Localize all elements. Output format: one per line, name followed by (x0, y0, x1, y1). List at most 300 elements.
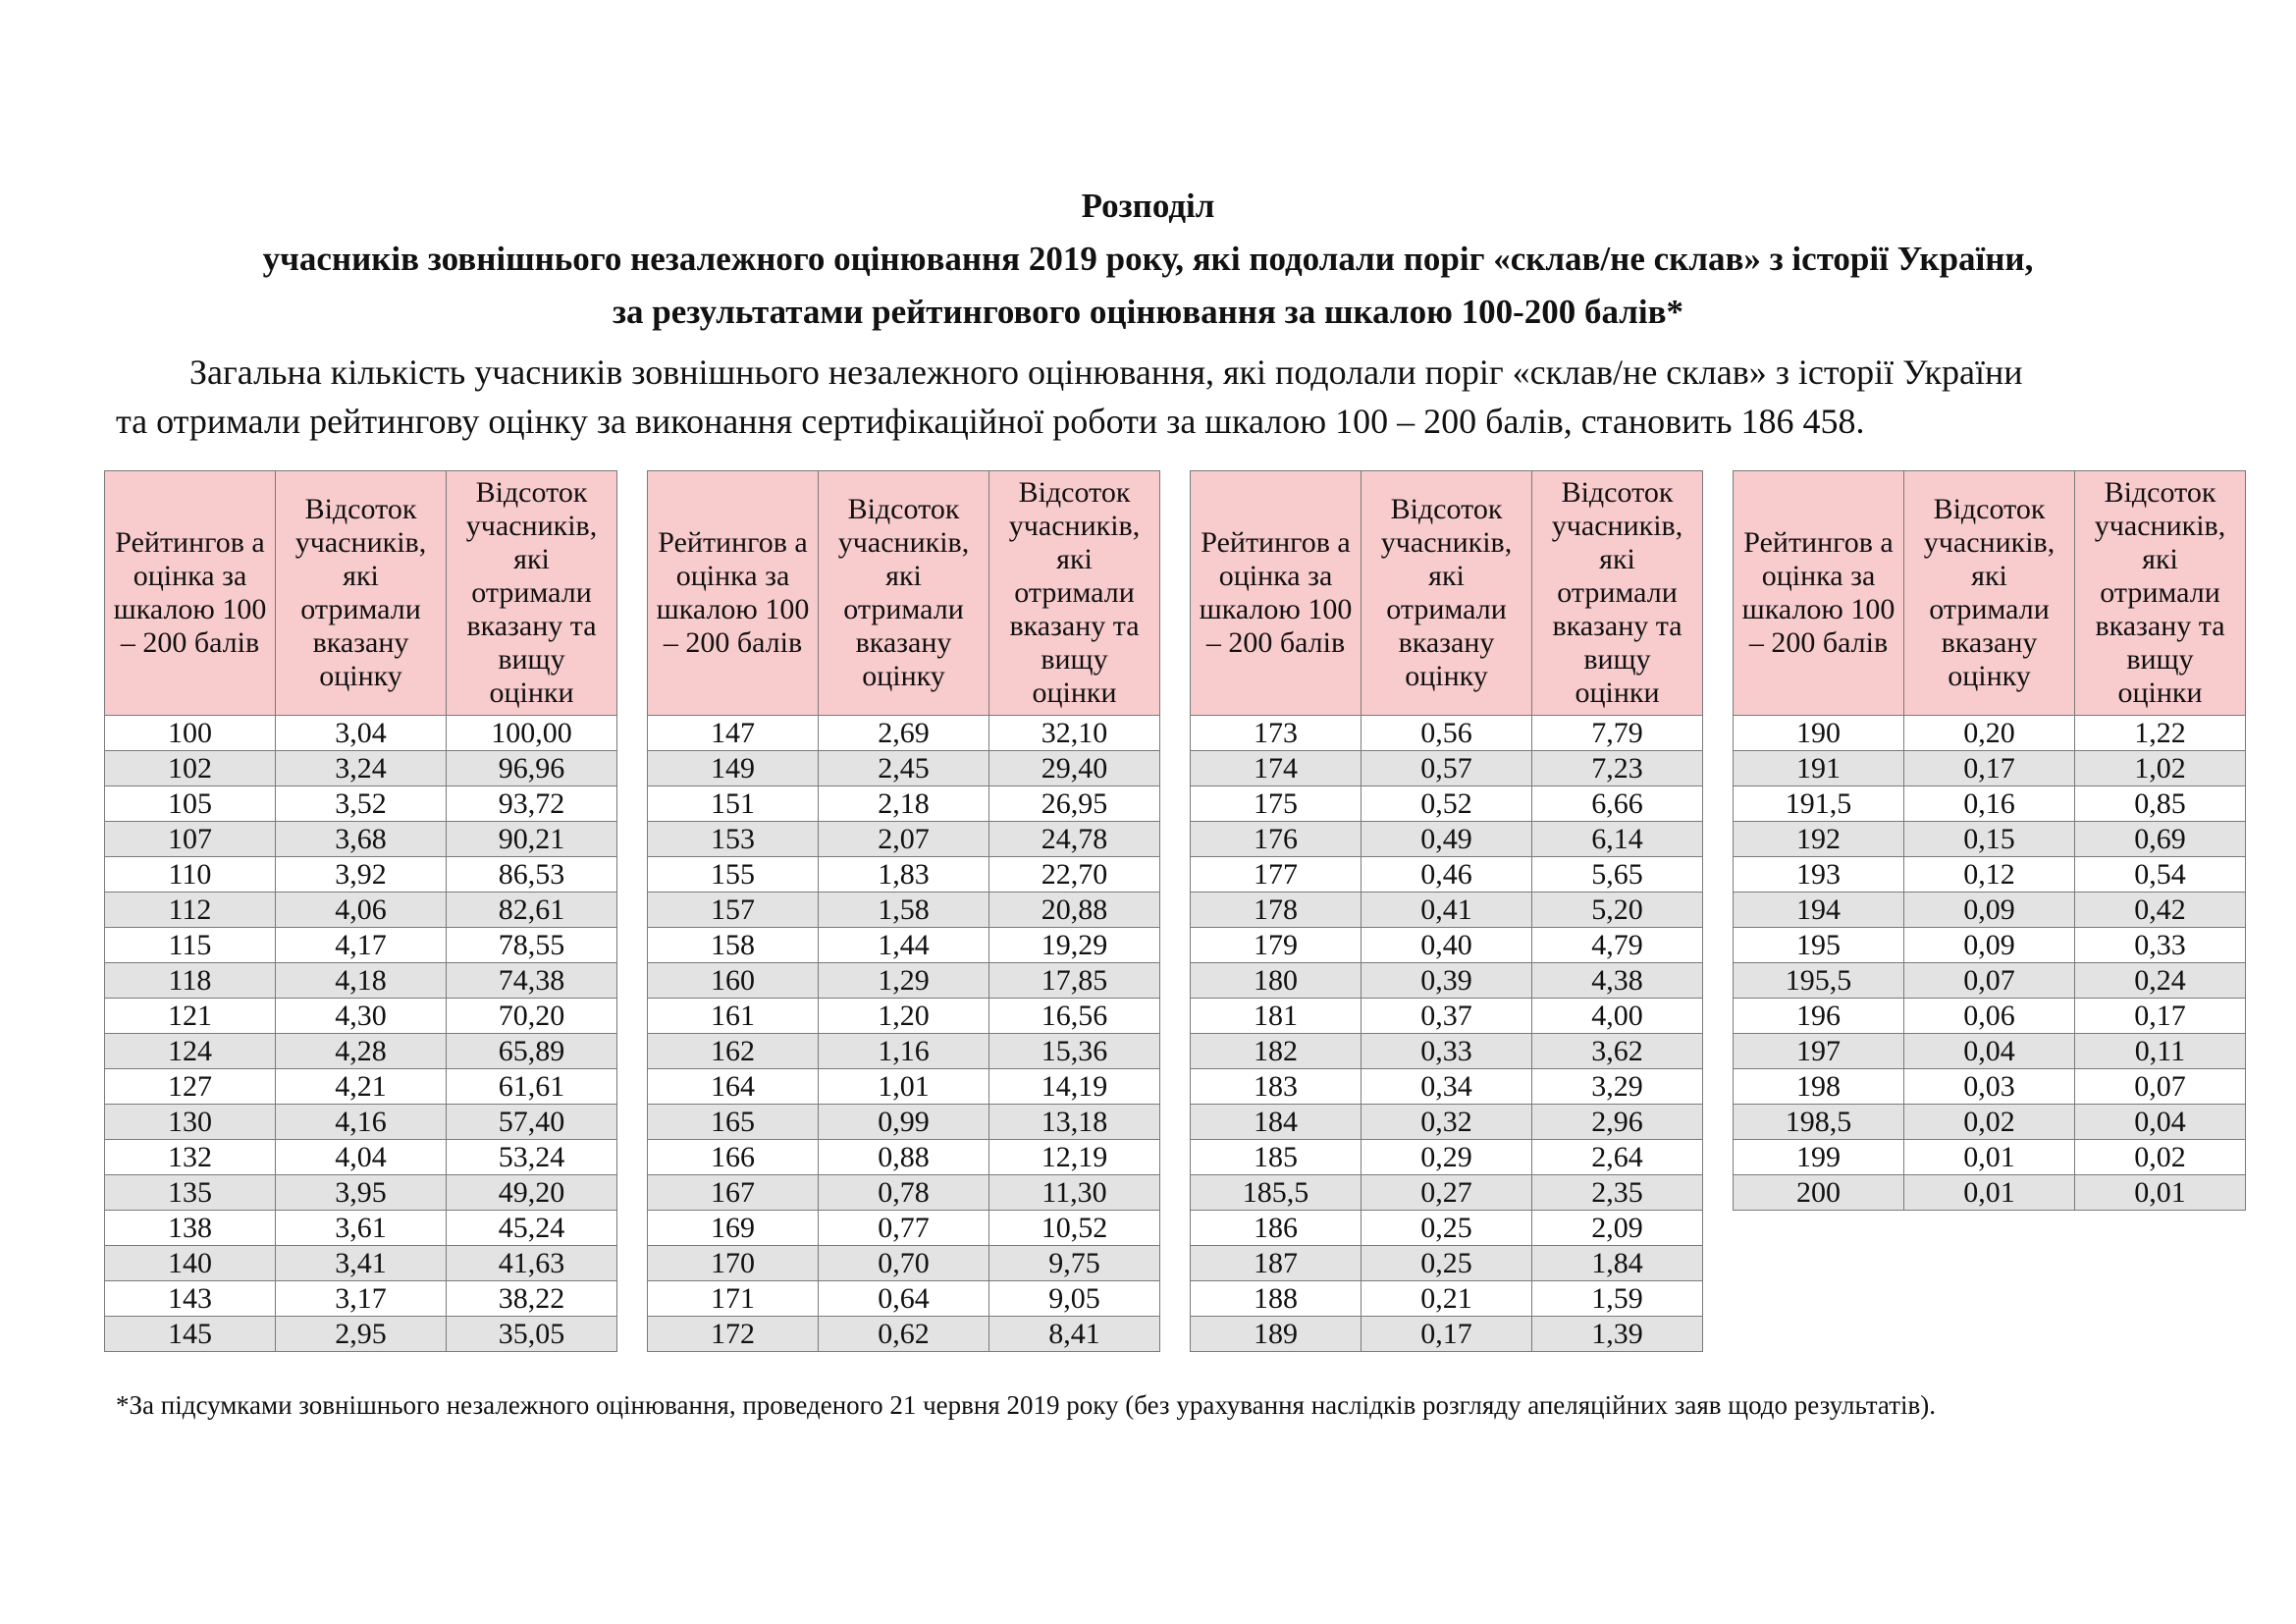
percent-cell: 0,88 (819, 1140, 989, 1175)
table-row (648, 1140, 1160, 1175)
cumulative-cell: 61,61 (447, 1069, 617, 1105)
table-row (1191, 822, 1703, 857)
cumulative-cell: 1,84 (1532, 1246, 1703, 1281)
percent-cell: 3,52 (276, 786, 447, 822)
percent-cell: 0,70 (819, 1246, 989, 1281)
cumulative-cell: 2,35 (1532, 1175, 1703, 1211)
cumulative-cell: 6,14 (1532, 822, 1703, 857)
cumulative-cell: 17,85 (989, 963, 1160, 999)
score-cell: 161 (648, 999, 819, 1034)
score-cell: 140 (105, 1246, 276, 1281)
cumulative-cell: 2,09 (1532, 1211, 1703, 1246)
table-row (105, 716, 617, 751)
title-line-2: учасників зовнішнього незалежного оцінювання 2019 року, які подолали поріг «склав/не склав» з історії України, (262, 240, 2034, 278)
percent-cell: 4,21 (276, 1069, 447, 1105)
cumulative-cell: 0,54 (2075, 857, 2246, 893)
score-cell: 181 (1191, 999, 1362, 1034)
table-row (1191, 1246, 1703, 1281)
percent-cell: 3,41 (276, 1246, 447, 1281)
score-cell: 195,5 (1734, 963, 1904, 999)
percent-cell: 0,33 (1362, 1034, 1532, 1069)
percent-cell: 2,95 (276, 1317, 447, 1352)
table-row (1191, 1034, 1703, 1069)
percent-cell: 1,01 (819, 1069, 989, 1105)
score-cell: 153 (648, 822, 819, 857)
percent-cell: 0,62 (819, 1317, 989, 1352)
header-score: Рейтингов а оцінка за шкалою 100 – 200 балів (1734, 471, 1904, 716)
header-percent: Відсоток учасників, які отримали вказану оцінку (1362, 471, 1532, 716)
table-row (1734, 963, 2246, 999)
cumulative-cell: 4,00 (1532, 999, 1703, 1034)
table-row (1191, 857, 1703, 893)
table-row (1191, 1175, 1703, 1211)
percent-cell: 0,07 (1904, 963, 2075, 999)
percent-cell: 0,01 (1904, 1175, 2075, 1211)
cumulative-cell: 1,39 (1532, 1317, 1703, 1352)
cumulative-cell: 53,24 (447, 1140, 617, 1175)
score-cell: 173 (1191, 716, 1362, 751)
score-cell: 188 (1191, 1281, 1362, 1317)
score-cell: 127 (105, 1069, 276, 1105)
score-cell: 198 (1734, 1069, 1904, 1105)
cumulative-cell: 35,05 (447, 1317, 617, 1352)
cumulative-cell: 22,70 (989, 857, 1160, 893)
score-cell: 147 (648, 716, 819, 751)
score-cell: 183 (1191, 1069, 1362, 1105)
header-cumulative: Відсоток учасників, які отримали вказану та вищу оцінки (989, 471, 1160, 716)
table-header-row (105, 471, 617, 716)
cumulative-cell: 100,00 (447, 716, 617, 751)
table-row (105, 857, 617, 893)
table-row (1191, 893, 1703, 928)
cumulative-cell: 78,55 (447, 928, 617, 963)
percent-cell: 0,25 (1362, 1211, 1532, 1246)
score-table-2 (647, 470, 1160, 1352)
title-line-1: Розподіл (1081, 187, 1215, 225)
table-row (1191, 786, 1703, 822)
score-cell: 196 (1734, 999, 1904, 1034)
score-cell: 178 (1191, 893, 1362, 928)
cumulative-cell: 32,10 (989, 716, 1160, 751)
cumulative-cell: 45,24 (447, 1211, 617, 1246)
percent-cell: 0,46 (1362, 857, 1532, 893)
score-cell: 165 (648, 1105, 819, 1140)
score-table-3 (1190, 470, 1703, 1352)
percent-cell: 0,52 (1362, 786, 1532, 822)
score-cell: 132 (105, 1140, 276, 1175)
cumulative-cell: 82,61 (447, 893, 617, 928)
score-cell: 193 (1734, 857, 1904, 893)
score-cell: 190 (1734, 716, 1904, 751)
score-cell: 157 (648, 893, 819, 928)
header-score: Рейтингов а оцінка за шкалою 100 – 200 балів (1191, 471, 1362, 716)
cumulative-cell: 20,88 (989, 893, 1160, 928)
table-row (1734, 786, 2246, 822)
percent-cell: 0,03 (1904, 1069, 2075, 1105)
intro-line-1: Загальна кількість учасників зовнішнього незалежного оцінювання, які подолали поріг «склав/не склав» з історії України (189, 352, 2023, 392)
score-cell: 151 (648, 786, 819, 822)
table-row (648, 822, 1160, 857)
score-cell: 191 (1734, 751, 1904, 786)
header-percent: Відсоток учасників, які отримали вказану оцінку (819, 471, 989, 716)
table-row (648, 786, 1160, 822)
cumulative-cell: 0,07 (2075, 1069, 2246, 1105)
percent-cell: 1,83 (819, 857, 989, 893)
table-row (1191, 928, 1703, 963)
cumulative-cell: 5,65 (1532, 857, 1703, 893)
score-cell: 184 (1191, 1105, 1362, 1140)
table-row (648, 857, 1160, 893)
cumulative-cell: 0,24 (2075, 963, 2246, 999)
score-cell: 177 (1191, 857, 1362, 893)
percent-cell: 0,99 (819, 1105, 989, 1140)
score-cell: 187 (1191, 1246, 1362, 1281)
score-cell: 162 (648, 1034, 819, 1069)
table-header-row (1734, 471, 2246, 716)
table-row (648, 893, 1160, 928)
cumulative-cell: 19,29 (989, 928, 1160, 963)
score-cell: 135 (105, 1175, 276, 1211)
cumulative-cell: 0,33 (2075, 928, 2246, 963)
cumulative-cell: 11,30 (989, 1175, 1160, 1211)
percent-cell: 1,29 (819, 963, 989, 999)
percent-cell: 0,16 (1904, 786, 2075, 822)
table-row (105, 1281, 617, 1317)
table-row (105, 893, 617, 928)
table-row (105, 1317, 617, 1352)
table-row (105, 751, 617, 786)
cumulative-cell: 0,04 (2075, 1105, 2246, 1140)
cumulative-cell: 10,52 (989, 1211, 1160, 1246)
score-cell: 112 (105, 893, 276, 928)
cumulative-cell: 12,19 (989, 1140, 1160, 1175)
percent-cell: 0,64 (819, 1281, 989, 1317)
percent-cell: 1,44 (819, 928, 989, 963)
percent-cell: 0,40 (1362, 928, 1532, 963)
footnote: *За підсумками зовнішнього незалежного оцінювання, проведеного 21 червня 2019 року (без урахування наслідків розгляду апеляційних заяв щодо результатів). (116, 1390, 1936, 1420)
percent-cell: 0,01 (1904, 1140, 2075, 1175)
score-cell: 197 (1734, 1034, 1904, 1069)
cumulative-cell: 86,53 (447, 857, 617, 893)
percent-cell: 0,49 (1362, 822, 1532, 857)
cumulative-cell: 57,40 (447, 1105, 617, 1140)
table-row (1191, 751, 1703, 786)
cumulative-cell: 5,20 (1532, 893, 1703, 928)
percent-cell: 4,30 (276, 999, 447, 1034)
score-cell: 115 (105, 928, 276, 963)
score-cell: 118 (105, 963, 276, 999)
percent-cell: 0,37 (1362, 999, 1532, 1034)
percent-cell: 1,16 (819, 1034, 989, 1069)
percent-cell: 3,04 (276, 716, 447, 751)
cumulative-cell: 0,17 (2075, 999, 2246, 1034)
table-row (1191, 1317, 1703, 1352)
cumulative-cell: 2,96 (1532, 1105, 1703, 1140)
table-row (1191, 716, 1703, 751)
percent-cell: 1,20 (819, 999, 989, 1034)
table-header-row (1191, 471, 1703, 716)
score-cell: 172 (648, 1317, 819, 1352)
percent-cell: 3,17 (276, 1281, 447, 1317)
percent-cell: 4,28 (276, 1034, 447, 1069)
cumulative-cell: 1,59 (1532, 1281, 1703, 1317)
percent-cell: 0,78 (819, 1175, 989, 1211)
percent-cell: 0,09 (1904, 928, 2075, 963)
score-cell: 175 (1191, 786, 1362, 822)
cumulative-cell: 29,40 (989, 751, 1160, 786)
table-row (648, 716, 1160, 751)
score-cell: 160 (648, 963, 819, 999)
cumulative-cell: 0,85 (2075, 786, 2246, 822)
percent-cell: 3,68 (276, 822, 447, 857)
percent-cell: 2,18 (819, 786, 989, 822)
score-table-1 (104, 470, 617, 1352)
score-cell: 185 (1191, 1140, 1362, 1175)
table-row (105, 822, 617, 857)
table-row (648, 1246, 1160, 1281)
percent-cell: 0,20 (1904, 716, 2075, 751)
table-row (1734, 1140, 2246, 1175)
cumulative-cell: 0,42 (2075, 893, 2246, 928)
score-cell: 195 (1734, 928, 1904, 963)
table-row (1734, 751, 2246, 786)
table-row (105, 1246, 617, 1281)
score-cell: 102 (105, 751, 276, 786)
cumulative-cell: 65,89 (447, 1034, 617, 1069)
percent-cell: 4,17 (276, 928, 447, 963)
table-row (1191, 1211, 1703, 1246)
cumulative-cell: 1,22 (2075, 716, 2246, 751)
table-row (648, 928, 1160, 963)
percent-cell: 3,95 (276, 1175, 447, 1211)
cumulative-cell: 0,02 (2075, 1140, 2246, 1175)
percent-cell: 0,21 (1362, 1281, 1532, 1317)
score-cell: 105 (105, 786, 276, 822)
table-row (648, 1105, 1160, 1140)
header-score: Рейтингов а оцінка за шкалою 100 – 200 балів (648, 471, 819, 716)
cumulative-cell: 0,69 (2075, 822, 2246, 857)
header-score: Рейтингов а оцінка за шкалою 100 – 200 балів (105, 471, 276, 716)
table-row (648, 999, 1160, 1034)
table-row (1734, 1034, 2246, 1069)
percent-cell: 0,02 (1904, 1105, 2075, 1140)
cumulative-cell: 24,78 (989, 822, 1160, 857)
table-row (1734, 999, 2246, 1034)
percent-cell: 0,06 (1904, 999, 2075, 1034)
table-row (1191, 1105, 1703, 1140)
percent-cell: 0,04 (1904, 1034, 2075, 1069)
table-row (1734, 1105, 2246, 1140)
cumulative-cell: 7,23 (1532, 751, 1703, 786)
score-cell: 169 (648, 1211, 819, 1246)
percent-cell: 0,32 (1362, 1105, 1532, 1140)
table-row (105, 786, 617, 822)
table-row (648, 751, 1160, 786)
cumulative-cell: 26,95 (989, 786, 1160, 822)
percent-cell: 0,56 (1362, 716, 1532, 751)
score-cell: 200 (1734, 1175, 1904, 1211)
cumulative-cell: 9,05 (989, 1281, 1160, 1317)
score-cell: 182 (1191, 1034, 1362, 1069)
cumulative-cell: 15,36 (989, 1034, 1160, 1069)
score-cell: 164 (648, 1069, 819, 1105)
table-row (105, 1175, 617, 1211)
percent-cell: 4,06 (276, 893, 447, 928)
table-row (1734, 1175, 2246, 1211)
cumulative-cell: 8,41 (989, 1317, 1160, 1352)
intro-line-2: та отримали рейтингову оцінку за виконання сертифікаційної роботи за шкалою 100 – 200 балів, становить 186 458. (116, 402, 1865, 441)
table-row (648, 1175, 1160, 1211)
cumulative-cell: 16,56 (989, 999, 1160, 1034)
table-row (105, 1069, 617, 1105)
table-row (105, 963, 617, 999)
cumulative-cell: 96,96 (447, 751, 617, 786)
cumulative-cell: 1,02 (2075, 751, 2246, 786)
percent-cell: 0,41 (1362, 893, 1532, 928)
table-row (1191, 1281, 1703, 1317)
percent-cell: 3,92 (276, 857, 447, 893)
cumulative-cell: 2,64 (1532, 1140, 1703, 1175)
percent-cell: 2,07 (819, 822, 989, 857)
score-cell: 158 (648, 928, 819, 963)
cumulative-cell: 74,38 (447, 963, 617, 999)
cumulative-cell: 6,66 (1532, 786, 1703, 822)
cumulative-cell: 4,79 (1532, 928, 1703, 963)
table-row (1734, 928, 2246, 963)
header-cumulative: Відсоток учасників, які отримали вказану та вищу оцінки (2075, 471, 2246, 716)
table-row (648, 1317, 1160, 1352)
table-row (105, 928, 617, 963)
table-header-row (648, 471, 1160, 716)
percent-cell: 0,25 (1362, 1246, 1532, 1281)
cumulative-cell: 7,79 (1532, 716, 1703, 751)
table-row (105, 1140, 617, 1175)
cumulative-cell: 3,29 (1532, 1069, 1703, 1105)
cumulative-cell: 9,75 (989, 1246, 1160, 1281)
cumulative-cell: 90,21 (447, 822, 617, 857)
score-cell: 138 (105, 1211, 276, 1246)
cumulative-cell: 70,20 (447, 999, 617, 1034)
table-row (1734, 716, 2246, 751)
score-cell: 171 (648, 1281, 819, 1317)
table-row (1734, 822, 2246, 857)
percent-cell: 0,77 (819, 1211, 989, 1246)
score-cell: 110 (105, 857, 276, 893)
percent-cell: 2,45 (819, 751, 989, 786)
table-row (105, 1211, 617, 1246)
percent-cell: 3,61 (276, 1211, 447, 1246)
score-table-4 (1733, 470, 2246, 1211)
intro-paragraph (116, 348, 2197, 446)
score-cell: 185,5 (1191, 1175, 1362, 1211)
table-row (1191, 1069, 1703, 1105)
percent-cell: 0,17 (1362, 1317, 1532, 1352)
table-row (1191, 963, 1703, 999)
header-percent: Відсоток учасників, які отримали вказану оцінку (1904, 471, 2075, 716)
score-cell: 191,5 (1734, 786, 1904, 822)
table-row (1734, 1069, 2246, 1105)
table-row (648, 1211, 1160, 1246)
percent-cell: 0,09 (1904, 893, 2075, 928)
percent-cell: 0,29 (1362, 1140, 1532, 1175)
percent-cell: 0,15 (1904, 822, 2075, 857)
title-line-3: за результатами рейтингового оцінювання за шкалою 100-200 балів* (612, 293, 1684, 331)
header-percent: Відсоток учасників, які отримали вказану оцінку (276, 471, 447, 716)
score-cell: 179 (1191, 928, 1362, 963)
table-row (648, 1281, 1160, 1317)
table-row (1734, 893, 2246, 928)
score-cell: 194 (1734, 893, 1904, 928)
cumulative-cell: 14,19 (989, 1069, 1160, 1105)
table-row (105, 1105, 617, 1140)
table-row (648, 1069, 1160, 1105)
percent-cell: 3,24 (276, 751, 447, 786)
score-cell: 199 (1734, 1140, 1904, 1175)
distribution-tables (104, 470, 2244, 1369)
percent-cell: 2,69 (819, 716, 989, 751)
table-row (105, 999, 617, 1034)
score-cell: 189 (1191, 1317, 1362, 1352)
score-cell: 167 (648, 1175, 819, 1211)
cumulative-cell: 49,20 (447, 1175, 617, 1211)
score-cell: 124 (105, 1034, 276, 1069)
table-row (648, 963, 1160, 999)
score-cell: 145 (105, 1317, 276, 1352)
score-cell: 100 (105, 716, 276, 751)
cumulative-cell: 0,11 (2075, 1034, 2246, 1069)
table-row (105, 1034, 617, 1069)
percent-cell: 0,27 (1362, 1175, 1532, 1211)
percent-cell: 0,57 (1362, 751, 1532, 786)
header-cumulative: Відсоток учасників, які отримали вказану та вищу оцінки (447, 471, 617, 716)
percent-cell: 4,16 (276, 1105, 447, 1140)
cumulative-cell: 0,01 (2075, 1175, 2246, 1211)
score-cell: 155 (648, 857, 819, 893)
percent-cell: 0,34 (1362, 1069, 1532, 1105)
score-cell: 166 (648, 1140, 819, 1175)
table-row (1191, 999, 1703, 1034)
percent-cell: 0,39 (1362, 963, 1532, 999)
cumulative-cell: 93,72 (447, 786, 617, 822)
score-cell: 174 (1191, 751, 1362, 786)
score-cell: 107 (105, 822, 276, 857)
score-cell: 180 (1191, 963, 1362, 999)
percent-cell: 1,58 (819, 893, 989, 928)
table-row (648, 1034, 1160, 1069)
cumulative-cell: 4,38 (1532, 963, 1703, 999)
score-cell: 192 (1734, 822, 1904, 857)
score-cell: 176 (1191, 822, 1362, 857)
score-cell: 186 (1191, 1211, 1362, 1246)
percent-cell: 4,04 (276, 1140, 447, 1175)
header-cumulative: Відсоток учасників, які отримали вказану та вищу оцінки (1532, 471, 1703, 716)
percent-cell: 4,18 (276, 963, 447, 999)
score-cell: 130 (105, 1105, 276, 1140)
score-cell: 170 (648, 1246, 819, 1281)
cumulative-cell: 3,62 (1532, 1034, 1703, 1069)
score-cell: 121 (105, 999, 276, 1034)
table-row (1191, 1140, 1703, 1175)
table-row (1734, 857, 2246, 893)
document-title (0, 180, 2296, 339)
percent-cell: 0,17 (1904, 751, 2075, 786)
percent-cell: 0,12 (1904, 857, 2075, 893)
score-cell: 198,5 (1734, 1105, 1904, 1140)
cumulative-cell: 13,18 (989, 1105, 1160, 1140)
cumulative-cell: 38,22 (447, 1281, 617, 1317)
score-cell: 143 (105, 1281, 276, 1317)
score-cell: 149 (648, 751, 819, 786)
